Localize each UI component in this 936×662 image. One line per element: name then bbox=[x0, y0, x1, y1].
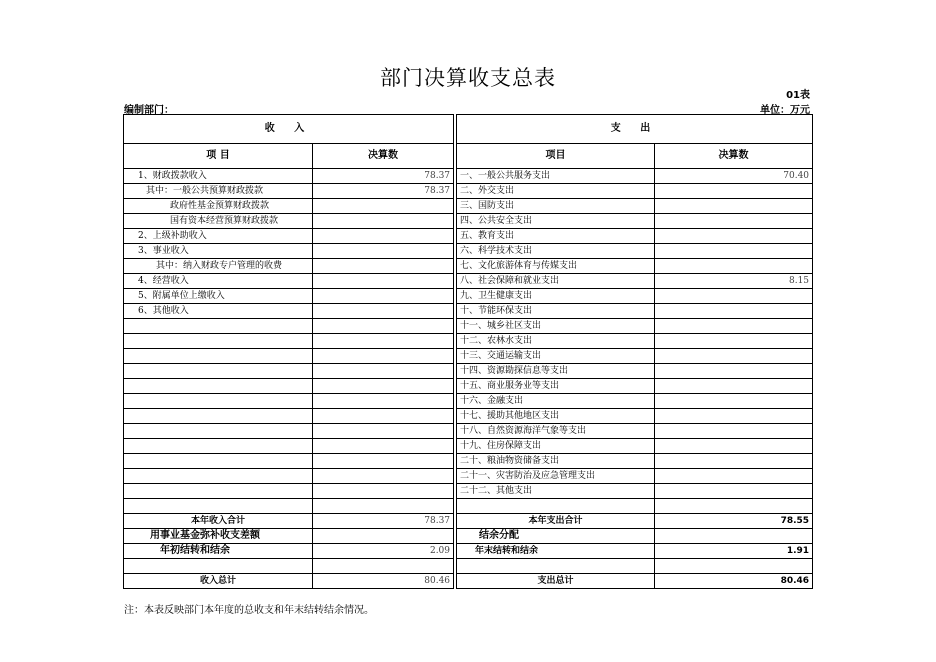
expense-item-cell: 九、卫生健康支出 bbox=[457, 289, 655, 304]
table-row bbox=[124, 289, 813, 304]
income-amount-cell bbox=[313, 349, 454, 364]
reserve-value bbox=[313, 529, 454, 544]
expense-item-cell: 十四、资源勘探信息等支出 bbox=[457, 364, 655, 379]
income-item-cell: 1、财政拨款收入 bbox=[124, 169, 313, 184]
table-row bbox=[124, 454, 813, 469]
begin-balance-label: 年初结转和结余 bbox=[124, 544, 313, 559]
income-amount-cell bbox=[313, 319, 454, 334]
table-row bbox=[124, 169, 813, 184]
expense-amount-cell bbox=[655, 439, 813, 454]
footnote: 注：本表反映部门本年度的总收支和年末结转结余情况。 bbox=[124, 605, 374, 616]
reserve-row bbox=[124, 529, 813, 544]
expense-amount-cell: 70.40 bbox=[655, 169, 813, 184]
income-amount-cell bbox=[313, 229, 454, 244]
grand-expense-value: 80.46 bbox=[655, 574, 813, 589]
expense-amount-cell: 8.15 bbox=[655, 274, 813, 289]
expense-amount-cell bbox=[655, 349, 813, 364]
income-item-cell: 其中：纳入财政专户管理的收费 bbox=[124, 259, 313, 274]
income-item-cell bbox=[124, 319, 313, 334]
income-item-cell: 5、附属单位上缴收入 bbox=[124, 289, 313, 304]
expense-amount-cell bbox=[655, 409, 813, 424]
expense-amount-header: 决算数 bbox=[655, 144, 813, 169]
income-amount-cell bbox=[313, 214, 454, 229]
grand-income-label: 收入总计 bbox=[124, 574, 313, 589]
income-item-cell bbox=[124, 424, 313, 439]
income-amount-cell bbox=[313, 334, 454, 349]
income-amount-cell bbox=[313, 199, 454, 214]
table-body bbox=[124, 169, 813, 514]
expense-item-cell: 十七、援助其他地区支出 bbox=[457, 409, 655, 424]
expense-amount-cell bbox=[655, 484, 813, 499]
expense-total-label: 本年支出合计 bbox=[457, 514, 655, 529]
income-amount-cell bbox=[313, 304, 454, 319]
income-total-value: 78.37 bbox=[313, 514, 454, 529]
table-row bbox=[124, 394, 813, 409]
income-amount-cell bbox=[313, 484, 454, 499]
income-item-cell: 其中：一般公共预算财政拨款 bbox=[124, 184, 313, 199]
income-item-cell: 6、其他收入 bbox=[124, 304, 313, 319]
table-row bbox=[124, 439, 813, 454]
grand-income-value: 80.46 bbox=[313, 574, 454, 589]
expense-amount-cell bbox=[655, 334, 813, 349]
income-item-cell: 4、经营收入 bbox=[124, 274, 313, 289]
reserve-label: 用事业基金弥补收支差额 bbox=[124, 529, 313, 544]
income-total-label: 本年收入合计 bbox=[124, 514, 313, 529]
table-row bbox=[124, 424, 813, 439]
income-amount-cell bbox=[313, 274, 454, 289]
income-amount-header: 决算数 bbox=[313, 144, 454, 169]
income-amount-cell bbox=[313, 364, 454, 379]
income-section-header: 收 入 bbox=[124, 115, 454, 144]
total-row bbox=[124, 514, 813, 529]
table-row bbox=[124, 304, 813, 319]
expense-item-cell: 六、科学技术支出 bbox=[457, 244, 655, 259]
budget-summary-table bbox=[123, 114, 813, 589]
income-item-cell: 国有资本经营预算财政拨款 bbox=[124, 214, 313, 229]
table-row bbox=[124, 409, 813, 424]
income-amount-cell bbox=[313, 439, 454, 454]
income-item-cell: 3、事业收入 bbox=[124, 244, 313, 259]
expense-item-header: 项目 bbox=[457, 144, 655, 169]
table-row bbox=[124, 484, 813, 499]
income-item-cell bbox=[124, 499, 313, 514]
expense-amount-cell bbox=[655, 319, 813, 334]
income-amount-cell bbox=[313, 499, 454, 514]
income-amount-cell bbox=[313, 244, 454, 259]
income-item-cell bbox=[124, 454, 313, 469]
income-item-cell bbox=[124, 349, 313, 364]
expense-amount-cell bbox=[655, 499, 813, 514]
table-row bbox=[124, 349, 813, 364]
income-amount-cell bbox=[313, 289, 454, 304]
income-amount-cell bbox=[313, 379, 454, 394]
income-amount-cell bbox=[313, 424, 454, 439]
expense-amount-cell bbox=[655, 214, 813, 229]
expense-item-cell: 四、公共安全支出 bbox=[457, 214, 655, 229]
expense-amount-cell bbox=[655, 379, 813, 394]
expense-item-cell bbox=[457, 499, 655, 514]
table-row bbox=[124, 499, 813, 514]
expense-item-cell: 二十二、其他支出 bbox=[457, 484, 655, 499]
table-header-row bbox=[124, 115, 813, 144]
expense-item-cell: 十五、商业服务业等支出 bbox=[457, 379, 655, 394]
expense-item-cell: 十八、自然资源海洋气象等支出 bbox=[457, 424, 655, 439]
income-amount-cell bbox=[313, 394, 454, 409]
table-row bbox=[124, 244, 813, 259]
income-item-cell bbox=[124, 379, 313, 394]
surplus-label: 结余分配 bbox=[457, 529, 655, 544]
expense-item-cell: 二十一、灾害防治及应急管理支出 bbox=[457, 469, 655, 484]
income-item-cell bbox=[124, 394, 313, 409]
table-row bbox=[124, 229, 813, 244]
income-item-cell bbox=[124, 484, 313, 499]
income-item-cell bbox=[124, 364, 313, 379]
table-row bbox=[124, 259, 813, 274]
table-row bbox=[124, 319, 813, 334]
income-item-header: 项 目 bbox=[124, 144, 313, 169]
page-title: 部门决算收支总表 bbox=[380, 66, 556, 90]
expense-amount-cell bbox=[655, 454, 813, 469]
table-row bbox=[124, 469, 813, 484]
department-label: 编制部门： bbox=[124, 105, 174, 116]
expense-amount-cell bbox=[655, 244, 813, 259]
blank-row bbox=[124, 559, 813, 574]
expense-amount-cell bbox=[655, 289, 813, 304]
income-item-cell bbox=[124, 409, 313, 424]
income-amount-cell: 78.37 bbox=[313, 184, 454, 199]
expense-item-cell: 十、节能环保支出 bbox=[457, 304, 655, 319]
table-row bbox=[124, 379, 813, 394]
income-amount-cell bbox=[313, 259, 454, 274]
expense-item-cell: 十九、住房保障支出 bbox=[457, 439, 655, 454]
income-item-cell bbox=[124, 439, 313, 454]
expense-amount-cell bbox=[655, 199, 813, 214]
income-amount-cell bbox=[313, 469, 454, 484]
surplus-value bbox=[655, 529, 813, 544]
expense-item-cell: 十二、农林水支出 bbox=[457, 334, 655, 349]
income-item-cell: 政府性基金预算财政拨款 bbox=[124, 199, 313, 214]
expense-item-cell: 一、一般公共服务支出 bbox=[457, 169, 655, 184]
expense-item-cell: 十六、金融支出 bbox=[457, 394, 655, 409]
end-balance-label: 年末结转和结余 bbox=[457, 544, 655, 559]
expense-item-cell: 二、外交支出 bbox=[457, 184, 655, 199]
expense-item-cell: 七、文化旅游体育与传媒支出 bbox=[457, 259, 655, 274]
expense-amount-cell bbox=[655, 364, 813, 379]
table-row bbox=[124, 199, 813, 214]
expense-amount-cell bbox=[655, 259, 813, 274]
expense-item-cell: 五、教育支出 bbox=[457, 229, 655, 244]
income-item-cell bbox=[124, 334, 313, 349]
expense-item-cell: 二十、粮油物资储备支出 bbox=[457, 454, 655, 469]
expense-amount-cell bbox=[655, 394, 813, 409]
expense-item-cell: 十三、交通运输支出 bbox=[457, 349, 655, 364]
grand-total-row bbox=[124, 574, 813, 589]
expense-item-cell: 八、社会保障和就业支出 bbox=[457, 274, 655, 289]
grand-expense-label: 支出总计 bbox=[457, 574, 655, 589]
table-row bbox=[124, 184, 813, 199]
table-row bbox=[124, 334, 813, 349]
income-item-cell: 2、上级补助收入 bbox=[124, 229, 313, 244]
unit-label: 单位：万元 bbox=[760, 105, 810, 116]
income-item-cell bbox=[124, 469, 313, 484]
carryover-row bbox=[124, 544, 813, 559]
expense-amount-cell bbox=[655, 469, 813, 484]
income-amount-cell bbox=[313, 409, 454, 424]
table-number: 01表 bbox=[786, 90, 810, 101]
expense-total-value: 78.55 bbox=[655, 514, 813, 529]
end-balance-value: 1.91 bbox=[655, 544, 813, 559]
expense-amount-cell bbox=[655, 229, 813, 244]
table-row bbox=[124, 364, 813, 379]
expense-item-cell: 三、国防支出 bbox=[457, 199, 655, 214]
expense-amount-cell bbox=[655, 184, 813, 199]
table-row bbox=[124, 274, 813, 289]
expense-item-cell: 十一、城乡社区支出 bbox=[457, 319, 655, 334]
expense-section-header: 支 出 bbox=[457, 115, 813, 144]
income-amount-cell: 78.37 bbox=[313, 169, 454, 184]
column-header-row bbox=[124, 144, 813, 169]
income-amount-cell bbox=[313, 454, 454, 469]
begin-balance-value: 2.09 bbox=[313, 544, 454, 559]
expense-amount-cell bbox=[655, 424, 813, 439]
table-row bbox=[124, 214, 813, 229]
expense-amount-cell bbox=[655, 304, 813, 319]
